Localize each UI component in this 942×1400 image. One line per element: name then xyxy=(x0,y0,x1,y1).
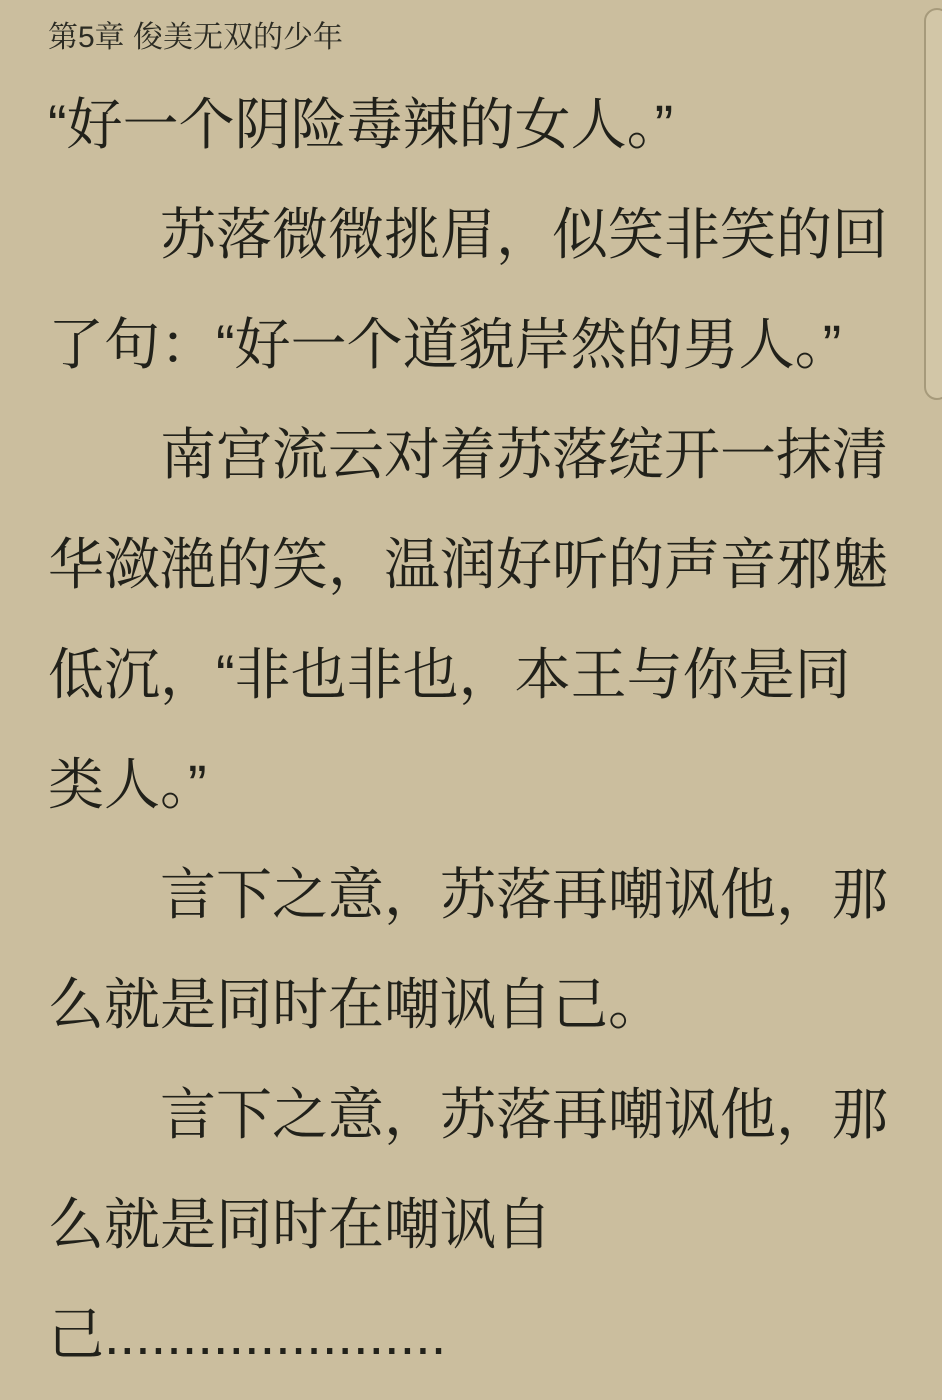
chapter-text xyxy=(0,70,942,1390)
paragraph: 言下之意，苏落再嘲讽他，那么就是同时在嘲讽自己。 xyxy=(48,863,888,1036)
paragraph: 言下之意，苏落再嘲讽他，那么就是同时在嘲讽自己...................... xyxy=(48,1083,888,1366)
scrollbar-thumb[interactable] xyxy=(924,8,942,400)
paragraph: 苏落微微挑眉，似笑非笑的回了句：“好一个道貌岸然的男人。” xyxy=(48,203,888,376)
chapter-header xyxy=(0,0,942,56)
paragraph: 南宫流云对着苏落绽开一抹清华潋滟的笑，温润好听的声音邪魅低沉，“非也非也，本王与你是同类人。” xyxy=(48,423,888,816)
paragraph: “好一个阴险毒辣的女人。” xyxy=(48,93,674,156)
chapter-title: 第5章 俊美无双的少年 xyxy=(48,21,344,54)
